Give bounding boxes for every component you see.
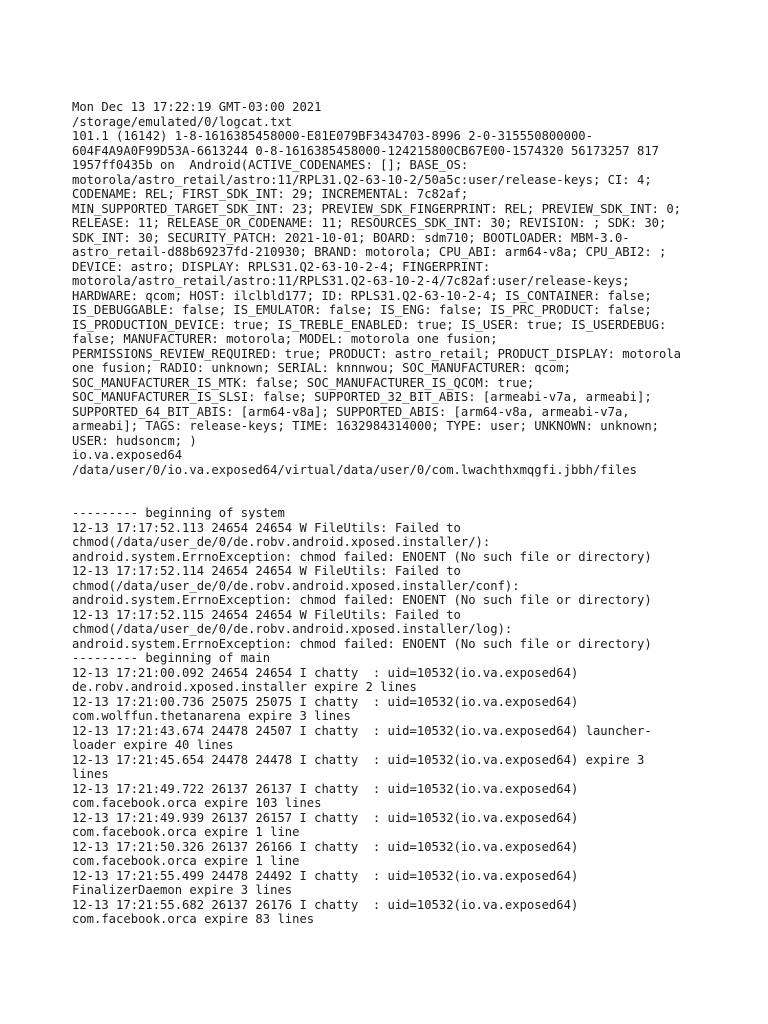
header-line: false; MANUFACTURER: motorola; MODEL: motorola one fusion;	[72, 332, 498, 346]
log-line: com.wolffun.thetanarena expire 3 lines	[72, 709, 351, 723]
log-line: 12-13 17:21:55.682 26137 26176 I chatty : uid=10532(io.va.exposed64)	[72, 897, 579, 912]
log-line: 12-13 17:17:52.114 24654 24654 W FileUtils: Failed to	[72, 564, 461, 578]
header-line: motorola/astro_retail/astro:11/RPLS31.Q2-63-10-2-4/7c82af:user/release-keys;	[72, 274, 630, 288]
log-line: de.robv.android.xposed.installer expire 2 lines	[72, 680, 417, 694]
header-line: DEVICE: astro; DISPLAY: RPLS31.Q2-63-10-2-4; FINGERPRINT:	[72, 259, 491, 274]
header-line: SUPPORTED_64_BIT_ABIS: [arm64-v8a]; SUPPORTED_ABIS: [arm64-v8a, armeabi-v7a,	[72, 404, 630, 419]
log-line: com.facebook.orca expire 83 lines	[72, 912, 315, 926]
log-line: com.facebook.orca expire 1 line	[72, 854, 300, 868]
logcat-document	[72, 100, 712, 927]
header-line: armeabi]; TAGS: release-keys; TIME: 1632984314000; TYPE: user; UNKNOWN: unknown;	[72, 419, 659, 433]
header-line: USER: hudsoncm; )	[72, 433, 197, 448]
log-line: com.facebook.orca expire 1 line	[72, 825, 300, 839]
log-line: chmod(/data/user_de/0/de.robv.android.xposed.installer/conf):	[72, 578, 520, 593]
log-line: --------- beginning of system	[72, 506, 285, 520]
log-line: loader expire 40 lines	[72, 738, 234, 752]
header-line: one fusion; RADIO: unknown; SERIAL: knnnwou; SOC_MANUFACTURER: qcom;	[72, 361, 571, 375]
header-line: /data/user/0/io.va.exposed64/virtual/data/user/0/com.lwachthxmqgfi.jbbh/files	[72, 462, 637, 477]
header-line: SOC_MANUFACTURER_IS_SLSI: false; SUPPORTED_32_BIT_ABIS: [armeabi-v7a, armeabi];	[72, 390, 652, 404]
log-line: --------- beginning of main	[72, 651, 271, 665]
log-line: 12-13 17:21:55.499 24478 24492 I chatty : uid=10532(io.va.exposed64)	[72, 868, 579, 883]
log-line: chmod(/data/user_de/0/de.robv.android.xposed.installer/):	[72, 535, 491, 549]
spacer	[72, 492, 712, 507]
log-line: 12-13 17:17:52.115 24654 24654 W FileUtils: Failed to	[72, 607, 461, 622]
log-line: 12-13 17:21:00.736 25075 25075 I chatty : uid=10532(io.va.exposed64)	[72, 694, 579, 709]
log-line: android.system.ErrnoException: chmod failed: ENOENT (No such file or directory)	[72, 636, 652, 651]
header-line: 1957ff0435b on Android(ACTIVE_CODENAMES: []; BASE_OS:	[72, 158, 469, 172]
header-line: HARDWARE: qcom; HOST: ilclbld177; ID: RPLS31.Q2-63-10-2-4; IS_CONTAINER: false;	[72, 288, 652, 303]
header-line: 604F4A9A0F99D53A-6613244 0-8-1616385458000-124215800CB67E00-1574320 56173257 817	[72, 143, 659, 158]
header-line: CODENAME: REL; FIRST_SDK_INT: 29; INCREMENTAL: 7c82af;	[72, 187, 469, 201]
log-entries-block	[72, 506, 712, 927]
header-line: PERMISSIONS_REVIEW_REQUIRED: true; PRODUCT: astro_retail; PRODUCT_DISPLAY: motorola	[72, 346, 682, 361]
log-line: FinalizerDaemon expire 3 lines	[72, 883, 293, 897]
header-line: IS_PRODUCTION_DEVICE: true; IS_TREBLE_ENABLED: true; IS_USER: true; IS_USERDEBUG:	[72, 317, 667, 332]
log-line: 12-13 17:21:50.326 26137 26166 I chatty : uid=10532(io.va.exposed64)	[72, 839, 579, 854]
log-line: 12-13 17:21:49.722 26137 26137 I chatty : uid=10532(io.va.exposed64)	[72, 781, 579, 796]
header-line: SOC_MANUFACTURER_IS_MTK: false; SOC_MANUFACTURER_IS_QCOM: true;	[72, 375, 535, 390]
header-line: SDK_INT: 30; SECURITY_PATCH: 2021-10-01; BOARD: sdm710; BOOTLOADER: MBM-3.0-	[72, 230, 630, 245]
header-line: IS_DEBUGGABLE: false; IS_EMULATOR: false; IS_ENG: false; IS_PRC_PRODUCT: false;	[72, 303, 652, 317]
log-line: android.system.ErrnoException: chmod failed: ENOENT (No such file or directory)	[72, 593, 652, 607]
log-line: 12-13 17:21:43.674 24478 24507 I chatty : uid=10532(io.va.exposed64) launcher-	[72, 723, 652, 738]
header-line: RELEASE: 11; RELEASE_OR_CODENAME: 11; RESOURCES_SDK_INT: 30; REVISION: ; SDK: 30;	[72, 216, 667, 230]
log-line: 12-13 17:21:45.654 24478 24478 I chatty : uid=10532(io.va.exposed64) expire 3	[72, 752, 645, 767]
header-line: io.va.exposed64	[72, 448, 183, 462]
header-line: MIN_SUPPORTED_TARGET_SDK_INT: 23; PREVIEW_SDK_FINGERPRINT: REL; PREVIEW_SDK_INT: 0;	[72, 201, 682, 216]
header-line: motorola/astro_retail/astro:11/RPL31.Q2-63-10-2/50a5c:user/release-keys; CI: 4;	[72, 172, 652, 187]
header-line: Mon Dec 13 17:22:19 GMT-03:00 2021	[72, 100, 322, 114]
spacer	[72, 477, 712, 492]
device-info-block	[72, 100, 712, 477]
log-line: android.system.ErrnoException: chmod failed: ENOENT (No such file or directory)	[72, 549, 652, 564]
header-line: /storage/emulated/0/logcat.txt	[72, 114, 293, 129]
log-line: 12-13 17:17:52.113 24654 24654 W FileUtils: Failed to	[72, 520, 461, 535]
log-line: chmod(/data/user_de/0/de.robv.android.xposed.installer/log):	[72, 622, 513, 636]
log-line: com.facebook.orca expire 103 lines	[72, 796, 322, 810]
header-line: astro_retail-d88b69237fd-210930; BRAND: motorola; CPU_ABI: arm64-v8a; CPU_ABI2: ;	[72, 245, 667, 259]
log-line: lines	[72, 767, 109, 781]
header-line: 101.1 (16142) 1-8-1616385458000-E81E079BF3434703-8996 2-0-315550800000-	[72, 129, 593, 143]
log-line: 12-13 17:21:00.092 24654 24654 I chatty : uid=10532(io.va.exposed64)	[72, 665, 579, 680]
log-line: 12-13 17:21:49.939 26137 26157 I chatty : uid=10532(io.va.exposed64)	[72, 810, 579, 825]
